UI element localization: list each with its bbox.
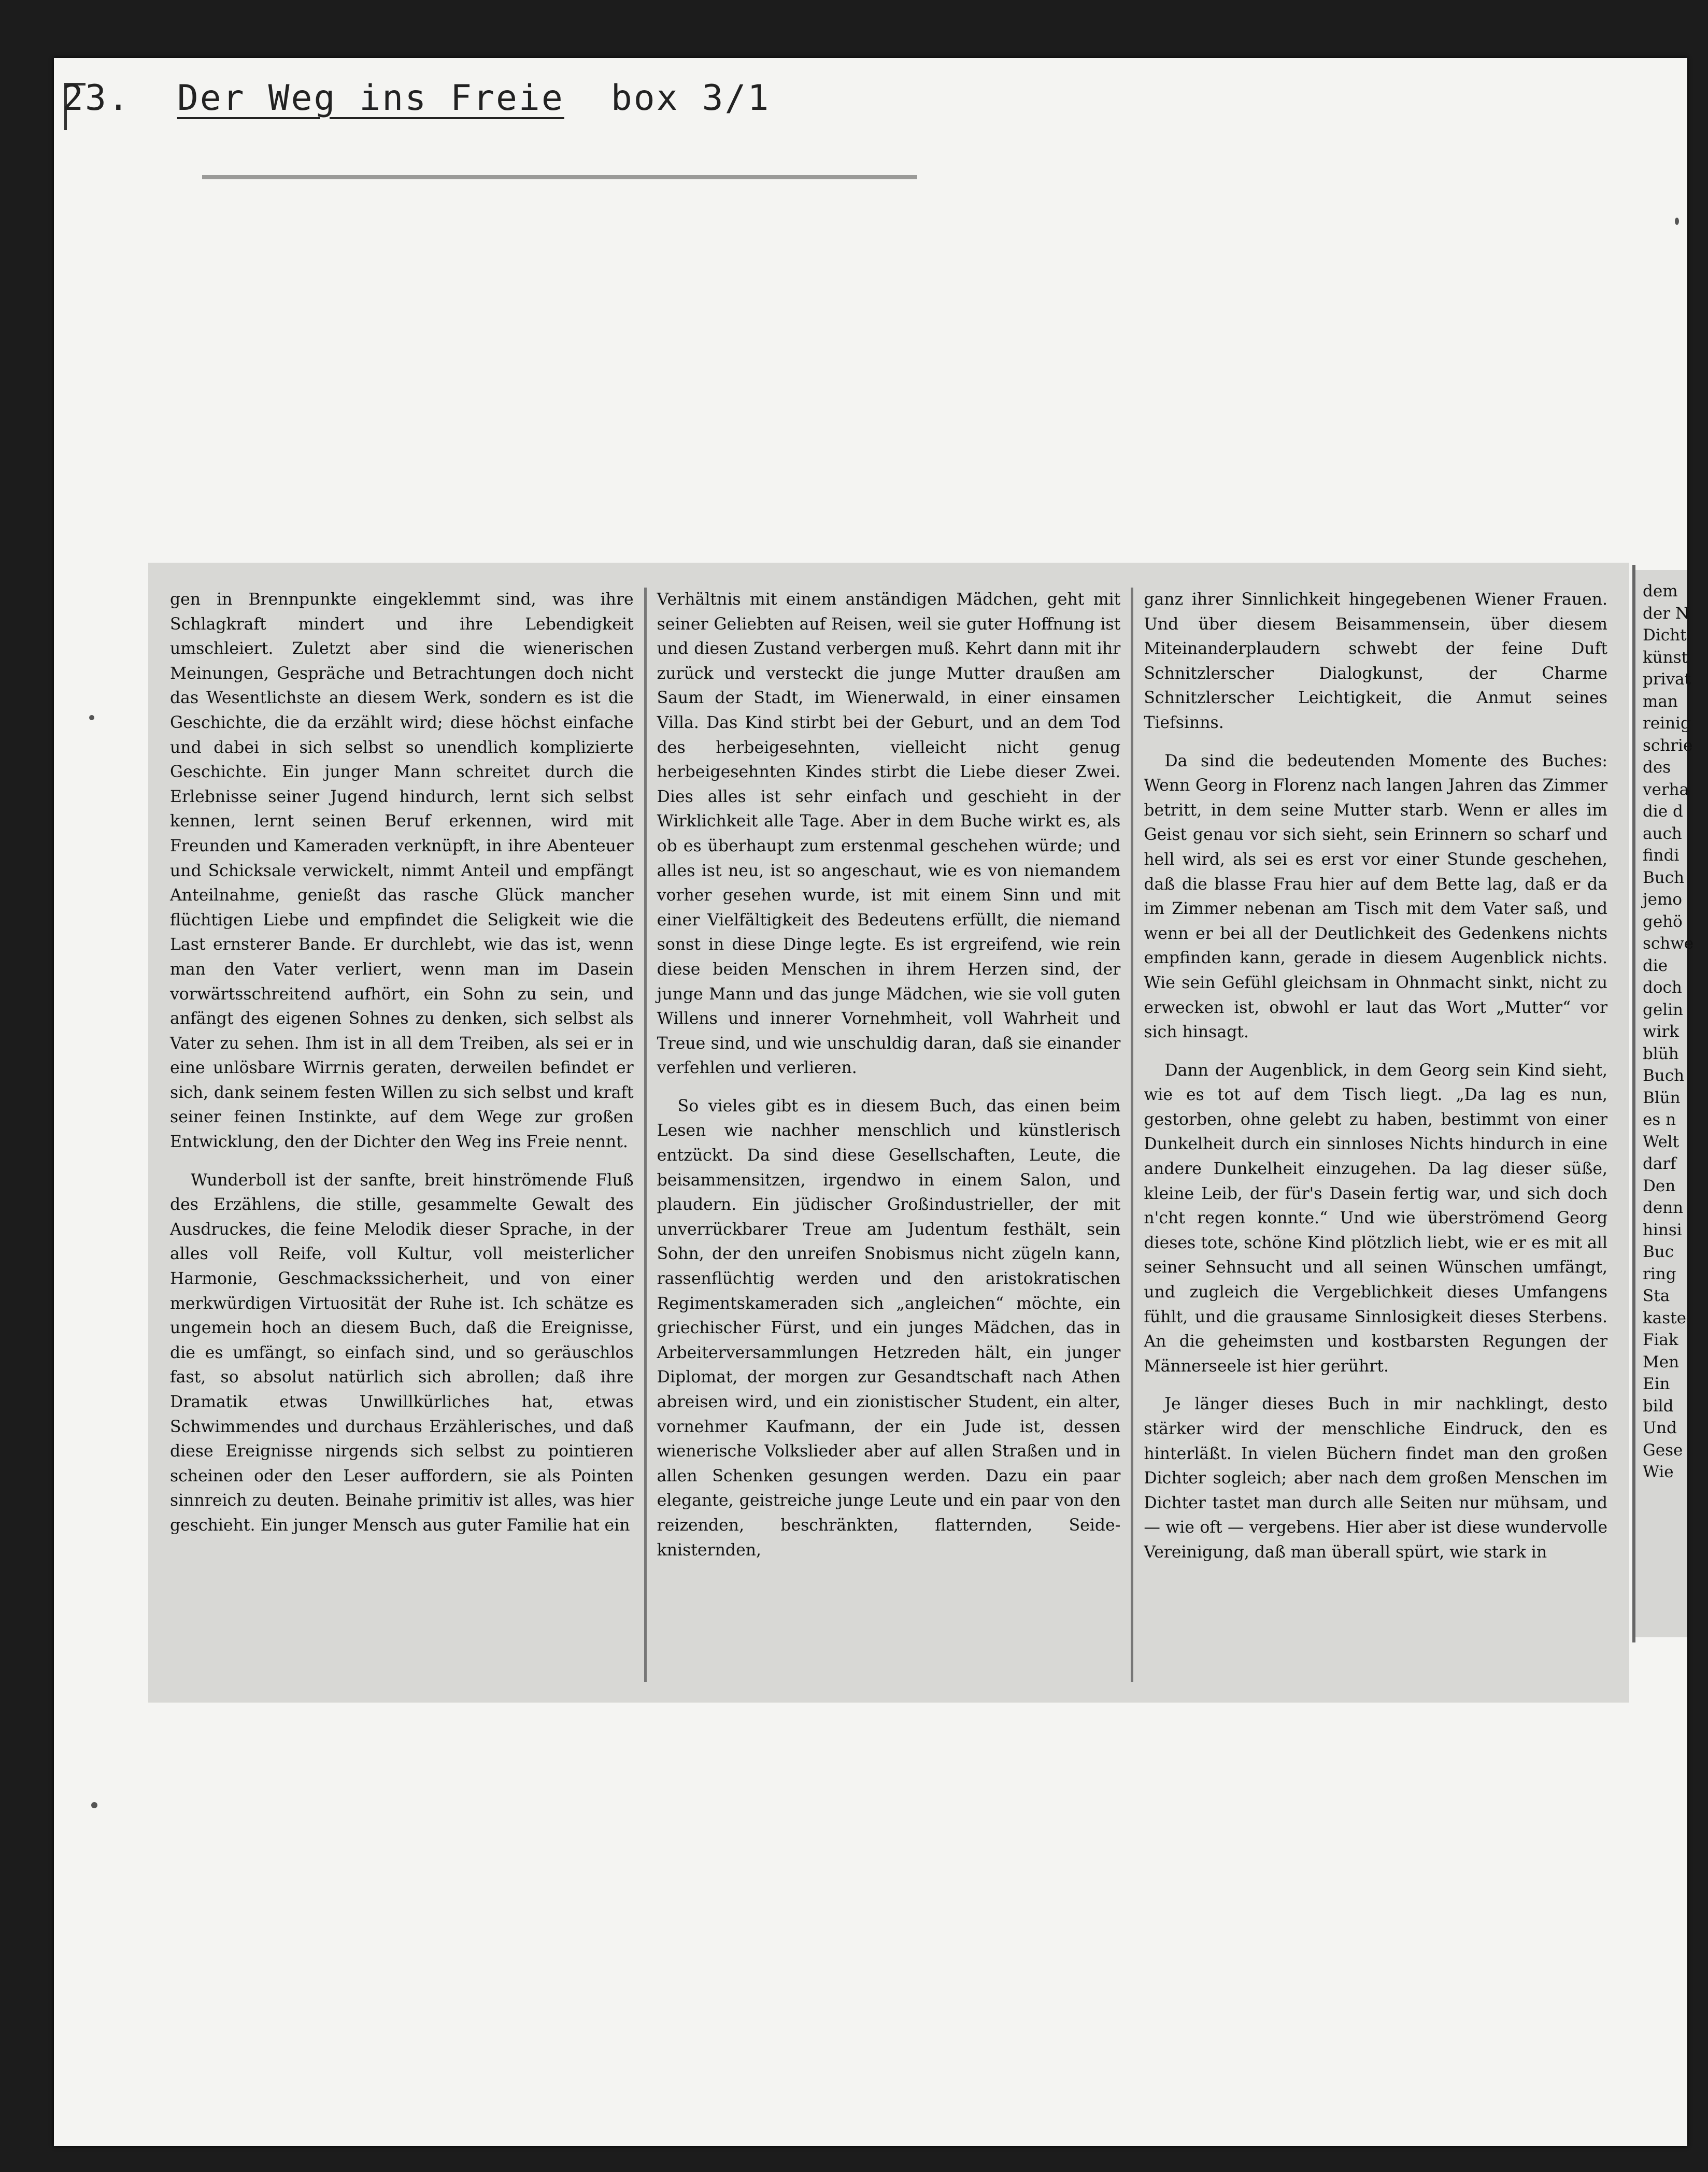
edge-fragment-word: darf: [1643, 1154, 1676, 1173]
newspaper-clipping: [148, 563, 1629, 1703]
box-label: box 3/1: [610, 78, 771, 119]
column-3-paragraph-3: Dann der Augenblick, in dem Georg sein Kind sieht, wie es tot auf dem Tisch liegt. „Da lag es nun, gestorben, ohne gelebt zu haben, bestimmt von einer Dunkelheit durch ein sinnloses Nichts hindurch in eine andere Dunkelheit einzugehen. Da lag dieser süße, kleine Leib, der für's Dasein fertig war, und sich doch n'cht regen konnte.“ Und wie überströmend Georg dieses tote, schöne Kind plötzlich liebt, wie er es mit all seiner Sehnsucht und all seinen Wünschen umfängt, und zugleich die Vergeblichkeit dieses Umfangens fühlt, und die grausame Sinnlosigkeit dieses Sterbens. An die geheimsten und kostbarsten Regungen der Männerseele ist hier gerührt.: [1144, 1061, 1608, 1376]
column-3-paragraph-4: Je länger dieses Buch in mir nachklingt, desto stärker wird der menschliche Eindruck, den es hinterläßt. In vielen Büchern findet man den großen Dichter sogleich; aber nach dem großen Menschen im Dichter tastet man durch alle Seiten nur mühsam, und — wie oft — vergebens. Hier aber ist diese wundervolle Vereinigung, daß man überall spürt, wie stark in: [1144, 1395, 1608, 1562]
edge-fragment-word: Dicht: [1643, 626, 1687, 645]
edge-fragment-word: kaste: [1643, 1308, 1686, 1327]
edge-fragment-word: Buch: [1643, 1066, 1685, 1085]
edge-fragment-word: Gese: [1643, 1440, 1683, 1460]
edge-fragment-word: ring: [1643, 1264, 1676, 1283]
edge-fragment-word: gelin: [1643, 1000, 1683, 1019]
edge-fragment-word: Sta: [1643, 1287, 1670, 1305]
edge-fragment-word: bild: [1643, 1396, 1674, 1416]
edge-fragment-word: Welt: [1643, 1132, 1679, 1151]
scan-speck: [89, 715, 94, 720]
article-column-3: [1133, 588, 1618, 1682]
edge-fragment-word: die: [1643, 956, 1668, 975]
scan-speck: [1675, 218, 1679, 225]
work-title: Der Weg ins Freie: [177, 78, 564, 119]
scan-speck: [91, 1802, 97, 1808]
edge-fragment-word: dem: [1643, 582, 1678, 601]
adjacent-clipping-fragment: [1635, 570, 1694, 1637]
edge-fragment-word: Buch: [1643, 868, 1685, 887]
edge-fragment-word: denn: [1643, 1198, 1684, 1217]
edge-fragment-word: jemo: [1643, 890, 1683, 909]
column-1-paragraph-2: Wunderboll ist der sanfte, breit hinströmende Fluß des Erzählens, die stille, gesammelte Gewalt des Ausdruckes, die feine Melodik dieser Sprache, in der alles voll Reife, voll Kultur, voll meisterlicher Harmonie, Geschmackssicherheit, und von einer merkwürdigen Virtuosität der Ruhe ist. Ich schätze es ungemein hoch an diesem Buch, daß die Ereignisse, die es umfängt, so einfach sind, und so geräuschlos fast, so absolut natürlich sich abrollen; daß ihre Dramatik etwas Unwillkürliches hat, etwas Schwimmendes und durchaus Erzählerisches, und daß diese Ereignisse nirgends sich selbst zu pointieren scheinen oder den Leser auffordern, sie als Pointen sinnreich zu deuten. Beinahe primitiv ist alles, was hier geschieht. Ein junger Mensch aus guter Familie hat ein: [170, 1170, 634, 1535]
column-3-paragraph-2: Da sind die bedeutenden Momente des Buches: Wenn Georg in Florenz nach langen Jahren das Zimmer betritt, in dem seine Mutter starb. Wenn er alles im Geist genau vor sich sieht, sein Erinnern so scharf und hell wird, als sei es erst vor einer Stunde geschehen, daß die blasse Frau hier auf dem Bette lag, daß er da im Zimmer nebenan am Tisch mit dem Vater saß, und wenn er bei all der Deutlichkeit des Gedenkens nichts empfinden kann, gerade in diesem Augenblick nichts. Wie sein Gefühl gleichsam in Ohnmacht sinkt, nicht zu erwecken ist, obwohl er laut das Wort „Mutter“ vor sich hinsagt.: [1144, 751, 1608, 1042]
edge-fragment-word: man: [1643, 692, 1678, 711]
edge-fragment-word: doch: [1643, 978, 1682, 997]
article-column-1: [160, 588, 647, 1682]
archive-header: [62, 78, 770, 119]
edge-fragment-word: Und: [1643, 1419, 1677, 1437]
edge-fragment-word: schrie: [1643, 736, 1693, 755]
edge-fragment-word: privat: [1643, 670, 1691, 689]
edge-fragment-word: des: [1643, 758, 1671, 777]
edge-fragment-word: Buc: [1643, 1242, 1674, 1261]
edge-fragment-word: Wie: [1643, 1463, 1674, 1481]
edge-fragment-word: schwe: [1643, 934, 1694, 953]
edge-fragment-word: die d: [1643, 802, 1683, 821]
edge-fragment-word: künst: [1643, 648, 1688, 667]
edge-fragment-word: Den: [1643, 1176, 1676, 1195]
edge-fragment-word: wirk: [1643, 1022, 1679, 1041]
article-column-2: [647, 588, 1134, 1682]
edge-fragment-word: gehö: [1643, 912, 1683, 931]
item-number: 23.: [62, 78, 131, 119]
edge-fragment-word: auch: [1643, 824, 1682, 843]
column-1-paragraph-1: gen in Brennpunkte eingeklemmt sind, was ihre Schlagkraft mindert und ihre Lebendigkeit umschleiert. Zuletzt aber sind die wienerischen Meinungen, Gespräche und Betrachtungen doch nicht das Wesentlichste an diesem Werk, sondern es ist die Geschichte, die da erzählt wird; diese höchst einfache und dabei in sich selbst so unendlich komplizierte Geschichte. Ein junger Mann schreitet durch die Erlebnisse seiner Jugend hindurch, lernt sich selbst kennen, lernt seinen Beruf erkennen, wird mit Freunden und Kameraden verknüpft, in ihre Abenteuer und Schicksale verwickelt, nimmt Anteil und empfängt Anteilnahme, genießt das rasche Glück mancher flüchtigen Liebe und empfindet die Seligkeit wie die Last ernsterer Bande. Er durchlebt, wie das ist, wenn man den Vater verliert, wenn man im Dasein vorwärtsschreitend aufhört, ein Sohn zu sein, und anfängt des eigenen Sohnes zu denken, sich selbst als Vater zu sehen. Ihm ist in all dem Treiben, als sei er in eine unlösbare Wirrnis geraten, derweilen befindet er sich, dank seinem festen Willen zu sich selbst und kraft seiner feinen Instinkte, auf dem Wege zur großen Entwicklung, den der Dichter den Weg ins Freie nennt.: [170, 590, 634, 1152]
edge-fragment-word: verha: [1643, 780, 1689, 799]
edge-fragment-word: der N: [1643, 604, 1689, 623]
edge-fragment-word: Men: [1643, 1352, 1679, 1371]
edge-fragment-word: hinsi: [1643, 1220, 1682, 1239]
edge-fragment-word: Fiak: [1643, 1331, 1678, 1349]
header-underline-rule: [202, 175, 917, 179]
edge-fragment-word: findi: [1643, 846, 1679, 865]
column-2-paragraph-1: Verhältnis mit einem anständigen Mädchen, geht mit seiner Geliebten auf Reisen, weil sie guter Hoffnung ist und diesen Zustand verbergen muß. Kehrt dann mit ihr zurück und versteckt die junge Mutter draußen am Saum der Stadt, im Wienerwald, in einer einsamen Villa. Das Kind stirbt bei der Geburt, und an dem Tod des herbeigesehnten, vielleicht nicht genug herbeigesehnten Kindes stirbt die Liebe dieser Zwei. Dies alles ist sehr einfach und geschieht in der Wirklichkeit alle Tage. Aber in dem Buche wirkt es, als ob es überhaupt zum erstenmal geschehen würde; und alles ist neu, ist so angeschaut, wie es von niemandem vorher gesehen wurde, ist mit einem Sinn und mit einer Vielfältigkeit des Bedeutens erfüllt, die niemand sonst in diese Dinge legte. Es ist ergreifend, wie rein diese beiden Menschen in ihrem Herzen sind, der junge Mann und das junge Mädchen, wie sie voll guten Willens und innerer Vornehmheit, voll Wahrheit und Treue sind, und wie unschuldig daran, daß sie einander verfehlen und verlieren.: [657, 590, 1121, 1078]
edge-fragment-word: Ein: [1643, 1375, 1670, 1393]
column-3-paragraph-1: ganz ihrer Sinnlichkeit hingegebenen Wiener Frauen. Und über diesem Beisammensein, über diesem Miteinanderplaudern schwebt der feine Duft Schnitzlerscher Dialogkunst, der Charme Schnitzlerscher Leichtigkeit, die Anmut seines Tiefsinns.: [1144, 590, 1608, 732]
edge-fragment-word: es n: [1643, 1110, 1676, 1129]
edge-fragment-word: reinig: [1643, 714, 1691, 733]
edge-fragment-word: blüh: [1643, 1044, 1679, 1063]
edge-fragment-word: Blün: [1643, 1088, 1681, 1107]
column-2-paragraph-2: So vieles gibt es in diesem Buch, das einen beim Lesen wie nachher menschlich und künstlerisch entzückt. Da sind diese Gesellschaften, Leute, die beisammensitzen, irgendwo in einem Salon, und plaudern. Ein jüdischer Großindustrieller, der mit unverrückbarer Treue am Judentum festhält, sein Sohn, der den unreifen Snobismus nicht zügeln kann, rassenflüchtig werden und den aristokratischen Regimentskameraden sich „angleichen“ möchte, ein griechischer Fürst, und ein junges Mädchen, das in Arbeiterversammlungen Hetzreden hält, ein junger Diplomat, der morgen zur Gesandtschaft nach Athen abreisen wird, und ein zionistischer Student, ein alter, vornehmer Kaufmann, der ein Jude ist, dessen wienerische Volkslieder aber auf allen Straßen und in allen Schenken gesungen werden. Dazu ein paar elegante, geistreiche junge Leute und ein paar von den reizenden, beschränkten, flatternden, Seide-knisternden,: [657, 1096, 1121, 1560]
